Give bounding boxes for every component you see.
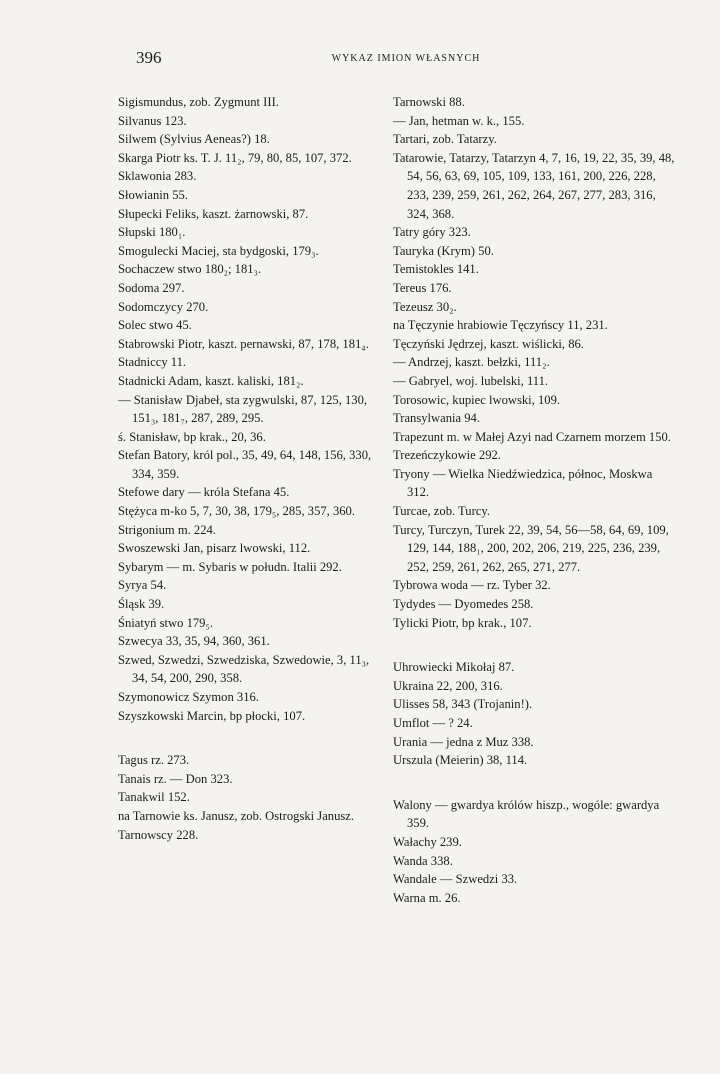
index-entry: Turcy, Turczyn, Turek 22, 39, 54, 56—58, 64, 69, 109, 129, 144, 188₁, 200, 202, 206, 219, 225, 236, 239, 252, 259, 261, 262, 265, 271, 277.: [393, 522, 669, 574]
index-entry: Sigismundus, zob. Zygmunt III.: [118, 95, 279, 109]
index-entry: — Stanisław Djabeł, sta zygwulski, 87, 125, 130, 151₃, 181₇, 287, 289, 295.: [118, 392, 368, 426]
index-entry: Trapezunt m. w Małej Azyi nad Czarnem morzem 150.: [393, 429, 671, 444]
index-entry: Smogulecki Maciej, sta bydgoski, 179₃.: [118, 243, 319, 258]
index-entry: Walony — gwardya królów hiszp., wogóle: gwardya 359.: [393, 797, 660, 831]
index-entry: Sochaczew stwo 180₂; 181₃.: [118, 262, 262, 277]
index-entry: Sodoma 297.: [118, 280, 185, 295]
index-entry: Uhrowiecki Mikołaj 87.: [393, 660, 515, 675]
index-entry: Sklawonia 283.: [118, 169, 197, 184]
index-entry: Śniatyń stwo 179₅.: [118, 615, 214, 630]
left-column: [118, 93, 386, 870]
index-entry: Słowianin 55.: [118, 187, 188, 202]
index-entry: Wanda 338.: [393, 853, 453, 868]
index-entry: Torosowic, kupiec lwowski, 109.: [393, 392, 561, 407]
index-entry: Urszula (Meierin) 38, 114.: [393, 753, 528, 768]
right-column: [393, 93, 675, 933]
index-entry: Tryony — Wielka Niedźwiedzica, północ, Moskwa 312.: [393, 466, 653, 500]
index-entry: Strigonium m. 224.: [118, 522, 216, 537]
index-entry: Temistokles 141.: [393, 262, 479, 277]
index-entry: Szyszkowski Marcin, bp płocki, 107.: [118, 708, 306, 723]
index-entry: Skarga Piotr ks. T. J. 11₂, 79, 80, 85, 107, 372.: [118, 150, 352, 165]
right-section-t: [393, 93, 675, 632]
index-entry: Trezeńczykowie 292.: [393, 448, 501, 463]
index-entry: Solec stwo 45.: [118, 318, 192, 333]
index-entry: Tagus rz. 273.: [118, 753, 190, 768]
index-entry: Wałachy 239.: [393, 834, 462, 849]
index-entry: na Tęczynie hrabiowie Tęczyńscy 11, 231.: [393, 318, 608, 333]
index-entry: Swoszewski Jan, pisarz lwowski, 112.: [118, 541, 311, 556]
index-entry: Wandale — Szwedzi 33.: [393, 872, 518, 887]
index-entry: Szwed, Szwedzi, Szwedziska, Szwedowie, 3, 11₃, 34, 54, 200, 290, 358.: [118, 652, 370, 686]
index-entry: Transylwania 94.: [393, 411, 480, 426]
index-entry: Szwecya 33, 35, 94, 360, 361.: [118, 634, 270, 649]
index-entry: Sybarym — m. Sybaris w połudn. Italii 292.: [118, 559, 342, 574]
index-entry: Silwem (Sylvius Aeneas?) 18.: [118, 132, 270, 147]
left-section-t: [118, 751, 386, 844]
index-entry: Stefowe dary — króla Stefana 45.: [118, 485, 290, 500]
index-entry: Tarnowski 88.: [393, 95, 465, 109]
index-entry: na Tarnowie ks. Janusz, zob. Ostrogski Janusz.: [118, 808, 355, 823]
index-entry: Słupecki Feliks, kaszt. żarnowski, 87.: [118, 206, 309, 221]
index-entry: Szymonowicz Szymon 316.: [118, 690, 259, 704]
index-entry: Tauryka (Krym) 50.: [393, 243, 494, 258]
index-entry: — Jan, hetman w. k., 155.: [393, 113, 525, 128]
index-entry: Turcae, zob. Turcy.: [393, 504, 491, 519]
page-number: 396: [136, 48, 162, 67]
index-entry: Ukraina 22, 200, 316.: [393, 678, 503, 693]
index-entry: Tydydes — Dyomedes 258.: [393, 597, 534, 612]
running-head: WYKAZ IMION WŁASNYCH: [331, 53, 481, 64]
index-entry: — Andrzej, kaszt. bełzki, 111₂.: [393, 355, 550, 370]
index-entry: Stężyca m-ko 5, 7, 30, 38, 179₅, 285, 357, 360.: [118, 504, 355, 519]
index-entry: Stadniccy 11.: [118, 355, 187, 370]
index-entry: Tybrowa woda — rz. Tyber 32.: [393, 578, 551, 593]
index-entry: Sodomczycy 270.: [118, 299, 209, 314]
index-entry: Silvanus 123.: [118, 113, 187, 128]
right-section-w: [393, 796, 675, 908]
index-entry: Tanakwil 152.: [118, 790, 190, 805]
index-entry: Tarnowscy 228.: [118, 827, 199, 842]
index-entry: Ulisses 58, 343 (Trojanin!).: [393, 697, 533, 712]
left-section-s: [118, 93, 386, 725]
index-entry: Tatarowie, Tatarzy, Tatarzyn 4, 7, 16, 19, 22, 35, 39, 48, 54, 56, 63, 69, 105, 109, 133, 161, 200, 226, 228, 233, 239, 259, 261, 262, 264, 267, 277, 283, 316, 324, 368.: [393, 150, 675, 221]
index-entry: Umflot — ? 24.: [393, 716, 473, 730]
page-header: [136, 48, 676, 72]
index-entry: Tanais rz. — Don 323.: [118, 771, 233, 786]
index-entry: Tylicki Piotr, bp krak., 107.: [393, 615, 532, 630]
index-entry: Stefan Batory, król pol., 35, 49, 64, 148, 156, 330, 334, 359.: [118, 448, 372, 481]
index-entry: Słupski 180₁.: [118, 225, 186, 240]
index-entry: Tereus 176.: [393, 280, 452, 295]
index-entry: Tatry góry 323.: [393, 225, 471, 240]
index-entry: — Gabryel, woj. lubelski, 111.: [393, 373, 549, 388]
index-entry: Tartari, zob. Tatarzy.: [393, 132, 497, 147]
index-entry: Śląsk 39.: [118, 597, 165, 612]
index-entry: ś. Stanisław, bp krak., 20, 36.: [118, 429, 266, 444]
index-entry: Stabrowski Piotr, kaszt. pernawski, 87, 178, 181₄.: [118, 336, 369, 351]
index-entry: Urania — jedna z Muz 338.: [393, 734, 534, 749]
right-section-u: [393, 658, 675, 770]
index-entry: Warna m. 26.: [393, 890, 461, 905]
index-entry: Tezeusz 30₂.: [393, 299, 457, 314]
index-entry: Stadnicki Adam, kaszt. kaliski, 181₂.: [118, 373, 304, 388]
index-entry: Syrya 54.: [118, 578, 167, 593]
index-entry: Tęczyński Jędrzej, kaszt. wiślicki, 86.: [393, 336, 584, 351]
